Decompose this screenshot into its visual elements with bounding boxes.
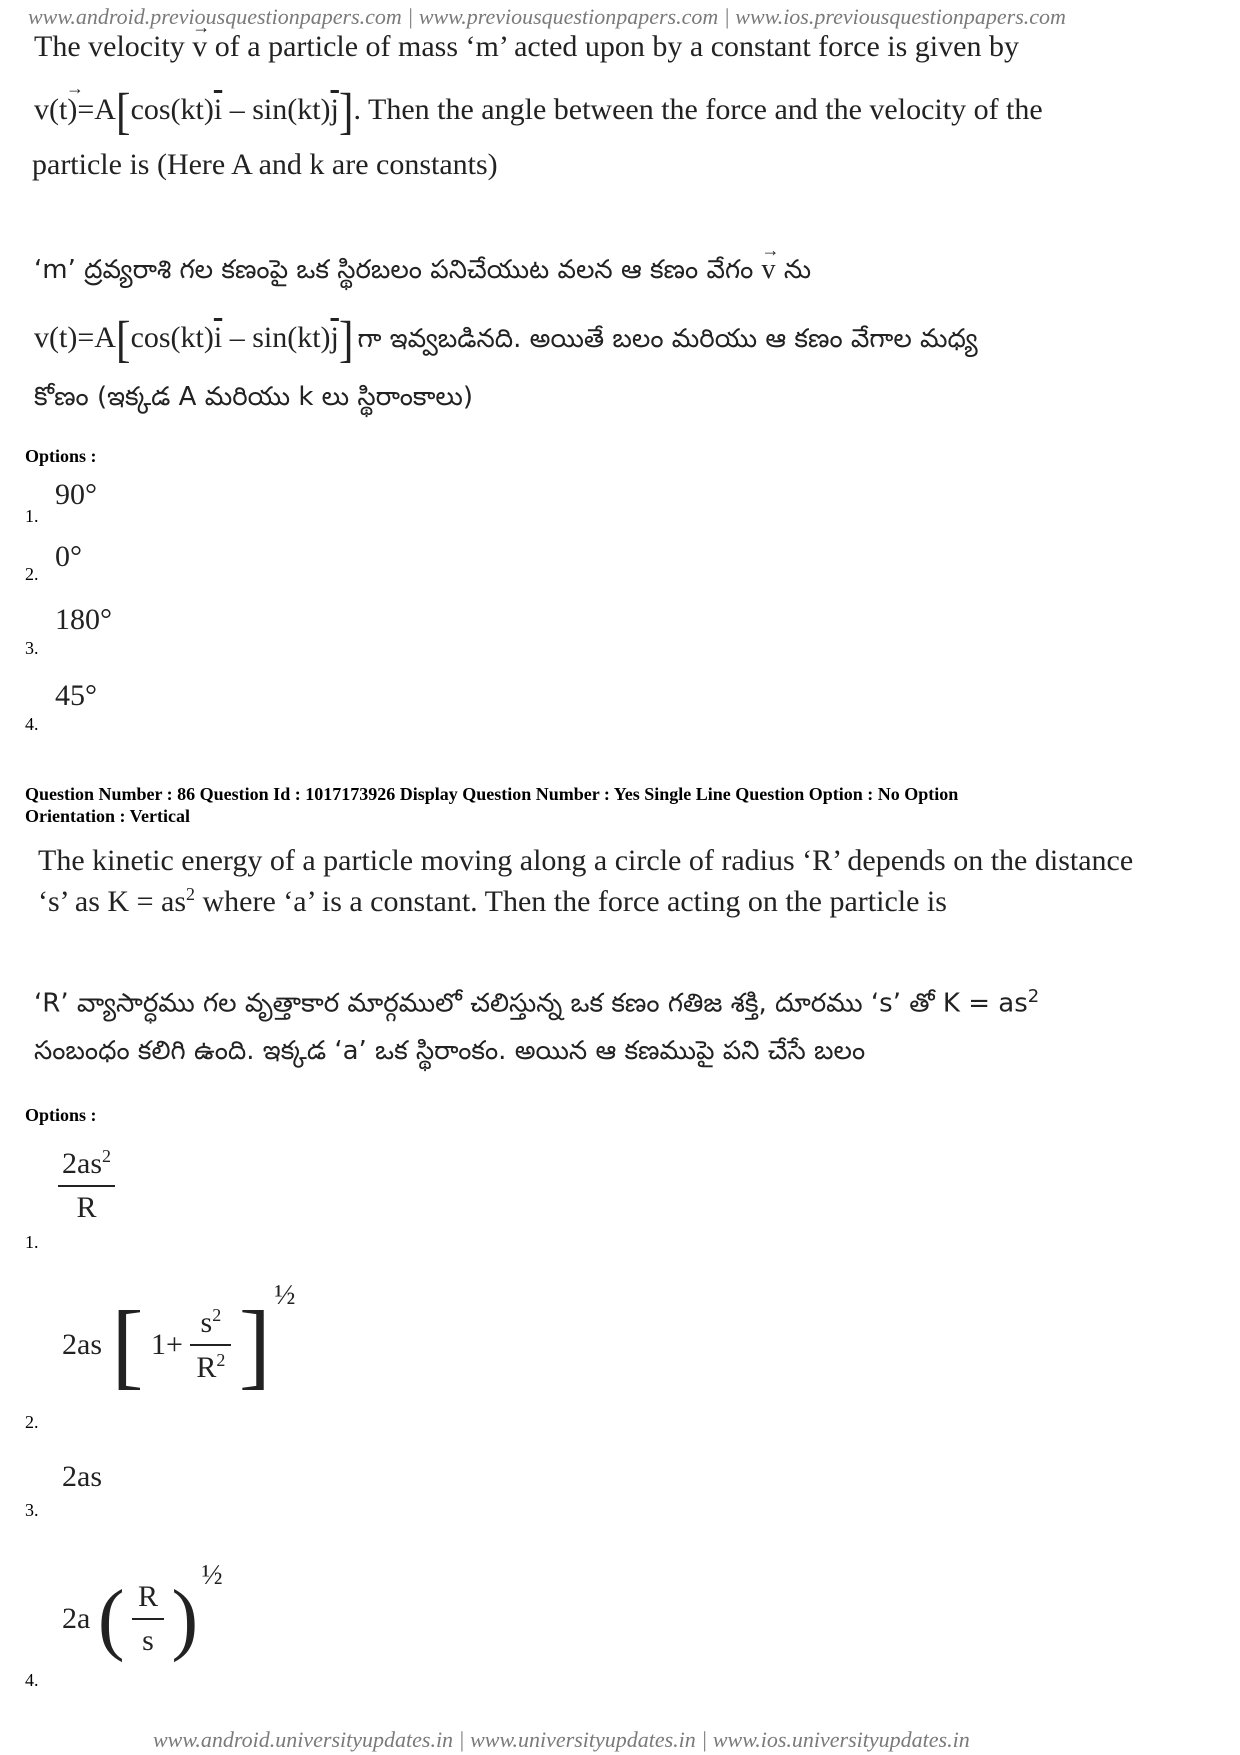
coefficient: 2a	[62, 1602, 91, 1636]
outer-exponent: ½	[274, 1280, 296, 1311]
q85-options-label: Options :	[25, 446, 97, 466]
q85-option-3-text[interactable]: 180°	[55, 603, 112, 636]
q86-te-exponent: 2	[1027, 986, 1040, 1007]
one-plus: 1+	[150, 1328, 183, 1362]
te-formula-lhs: v(t)=A	[34, 321, 116, 354]
te-unit-i: $\overline{i}$	[213, 321, 223, 354]
q85-te-line1-pre: ‘m’ ద్రవ్యరాశి గల కణంపై ఒక స్థిరబలం పనిచేయుట వలన ఆ కణం వేగం	[34, 255, 754, 285]
numerator: R	[137, 1580, 158, 1614]
q86-meta-line-1: Question Number : 86 Question Id : 1017173926 Display Question Number : Yes Single Line Question Option : No Option	[25, 784, 959, 804]
right-bracket: ]	[238, 1291, 271, 1399]
q85-telugu-line-3: కోణం (ఇక్కడ A మరియు k లు స్థిరాంకాలు)	[34, 382, 474, 412]
q85-option-3-number: 3.	[25, 638, 39, 658]
te-right-bracket: ]	[338, 311, 354, 368]
q85-english-line-3: particle is (Here A and k are constants)	[32, 148, 498, 181]
left-bracket: [	[111, 1291, 144, 1399]
q86-english-line-1: The kinetic energy of a particle moving along a circle of radius ‘R’ depends on the distance	[38, 844, 1134, 877]
velocity-vector-symbol-te: → v	[762, 254, 776, 286]
q86-meta-line-2: Orientation : Vertical	[25, 806, 190, 826]
q86-option-3-number: 3.	[25, 1500, 39, 1520]
q85-option-2-text[interactable]: 0°	[55, 540, 82, 573]
q86-en-line2-post: where ‘a’ is a constant. Then the force acting on the particle is	[195, 885, 947, 918]
unit-vector-i: $\overline{i}$	[213, 93, 223, 126]
q85-telugu-line-2	[34, 311, 978, 368]
fraction	[190, 1305, 231, 1385]
q86-option-2-expression[interactable]	[62, 1280, 296, 1399]
footer-watermark: www.android.universityupdates.in | www.universityupdates.in | www.ios.universityupdates.in	[153, 1727, 970, 1752]
q85-english-line-1	[34, 32, 1019, 62]
q85-en-line2-post: . Then the angle between the force and the velocity of the	[353, 93, 1043, 126]
q86-option-4-expression[interactable]	[62, 1560, 223, 1664]
q86-option-4-number: 4.	[25, 1670, 39, 1690]
q86-option-3-text[interactable]: 2as	[62, 1460, 102, 1493]
te-formula-cos: cos(kt)	[130, 321, 214, 354]
formula-cos: cos(kt)	[130, 93, 214, 126]
q85-option-4-number: 4.	[25, 714, 39, 734]
q85-en-line1-post: of a particle of mass ‘m’ acted upon by a constant force is given by	[214, 30, 1019, 63]
q85-option-1-number: 1.	[25, 506, 39, 526]
coefficient: 2as	[62, 1328, 102, 1362]
left-bracket: [	[115, 83, 131, 140]
fraction	[132, 1580, 164, 1658]
right-paren: )	[171, 1575, 199, 1664]
q85-english-line-2	[34, 83, 1043, 140]
q85-option-1-text[interactable]: 90°	[55, 478, 97, 511]
q86-option-1-number: 1.	[25, 1232, 39, 1252]
fraction	[58, 1146, 115, 1225]
q86-option-2-number: 2.	[25, 1412, 39, 1432]
numerator-exponent: 2	[212, 1305, 222, 1326]
velocity-vector-symbol: → v	[192, 32, 207, 62]
q86-en-line2-pre: ‘s’ as K = as	[38, 885, 186, 918]
q85-option-2-number: 2.	[25, 564, 39, 584]
q86-options-label: Options :	[25, 1105, 97, 1125]
denominator-exponent: 2	[216, 1350, 226, 1371]
exponent: 2	[102, 1146, 111, 1166]
q85-te-line1-post: ను	[783, 255, 812, 285]
q86-option-1-expression[interactable]	[58, 1146, 115, 1225]
q85-te-line2-post: గా ఇవ్వబడినది. అయితే బలం మరియు ఆ కణం వేగాల మధ్య	[357, 324, 978, 354]
q85-formula-lhs: → v(t)=A	[34, 93, 116, 126]
denominator: s	[132, 1618, 164, 1658]
header-watermark: www.android.previousquestionpapers.com | www.previousquestionpapers.com | www.ios.previousquestionpapers.com	[28, 4, 1066, 29]
q86-exponent: 2	[186, 884, 195, 904]
denominator: R	[196, 1351, 217, 1385]
q85-telugu-line-1	[34, 254, 811, 291]
right-bracket: ]	[338, 83, 354, 140]
q85-en-line1-pre: The velocity	[34, 30, 185, 63]
q85-option-4-text[interactable]: 45°	[55, 679, 97, 712]
te-unit-j: $\overline{j}$	[330, 321, 339, 354]
left-paren: (	[97, 1575, 125, 1664]
q86-te-line1-pre: ‘R’ వ్యాసార్ధము గల వృత్తాకార మార్గములో చలిస్తున్న ఒక కణం గతిజ శక్తి, దూరము ‘s’ తో K = as	[34, 988, 1028, 1019]
te-formula-sin: – sin(kt)	[222, 321, 331, 354]
q86-telugu-line-1	[34, 986, 1039, 1025]
q86-english-line-2	[38, 885, 947, 917]
denominator: R	[58, 1185, 115, 1225]
numerator: s	[200, 1306, 213, 1340]
unit-vector-j: $\overline{j}$	[330, 93, 339, 126]
outer-exponent: ½	[201, 1560, 223, 1591]
formula-sin: – sin(kt)	[222, 93, 331, 126]
te-left-bracket: [	[115, 311, 131, 368]
q86-telugu-line-2: సంబంధం కలిగి ఉంది. ఇక్కడ ‘a’ ఒక స్థిరాంకం. అయిన ఆ కణముపై పని చేసే బలం	[34, 1036, 866, 1066]
numerator: 2as	[62, 1147, 102, 1180]
